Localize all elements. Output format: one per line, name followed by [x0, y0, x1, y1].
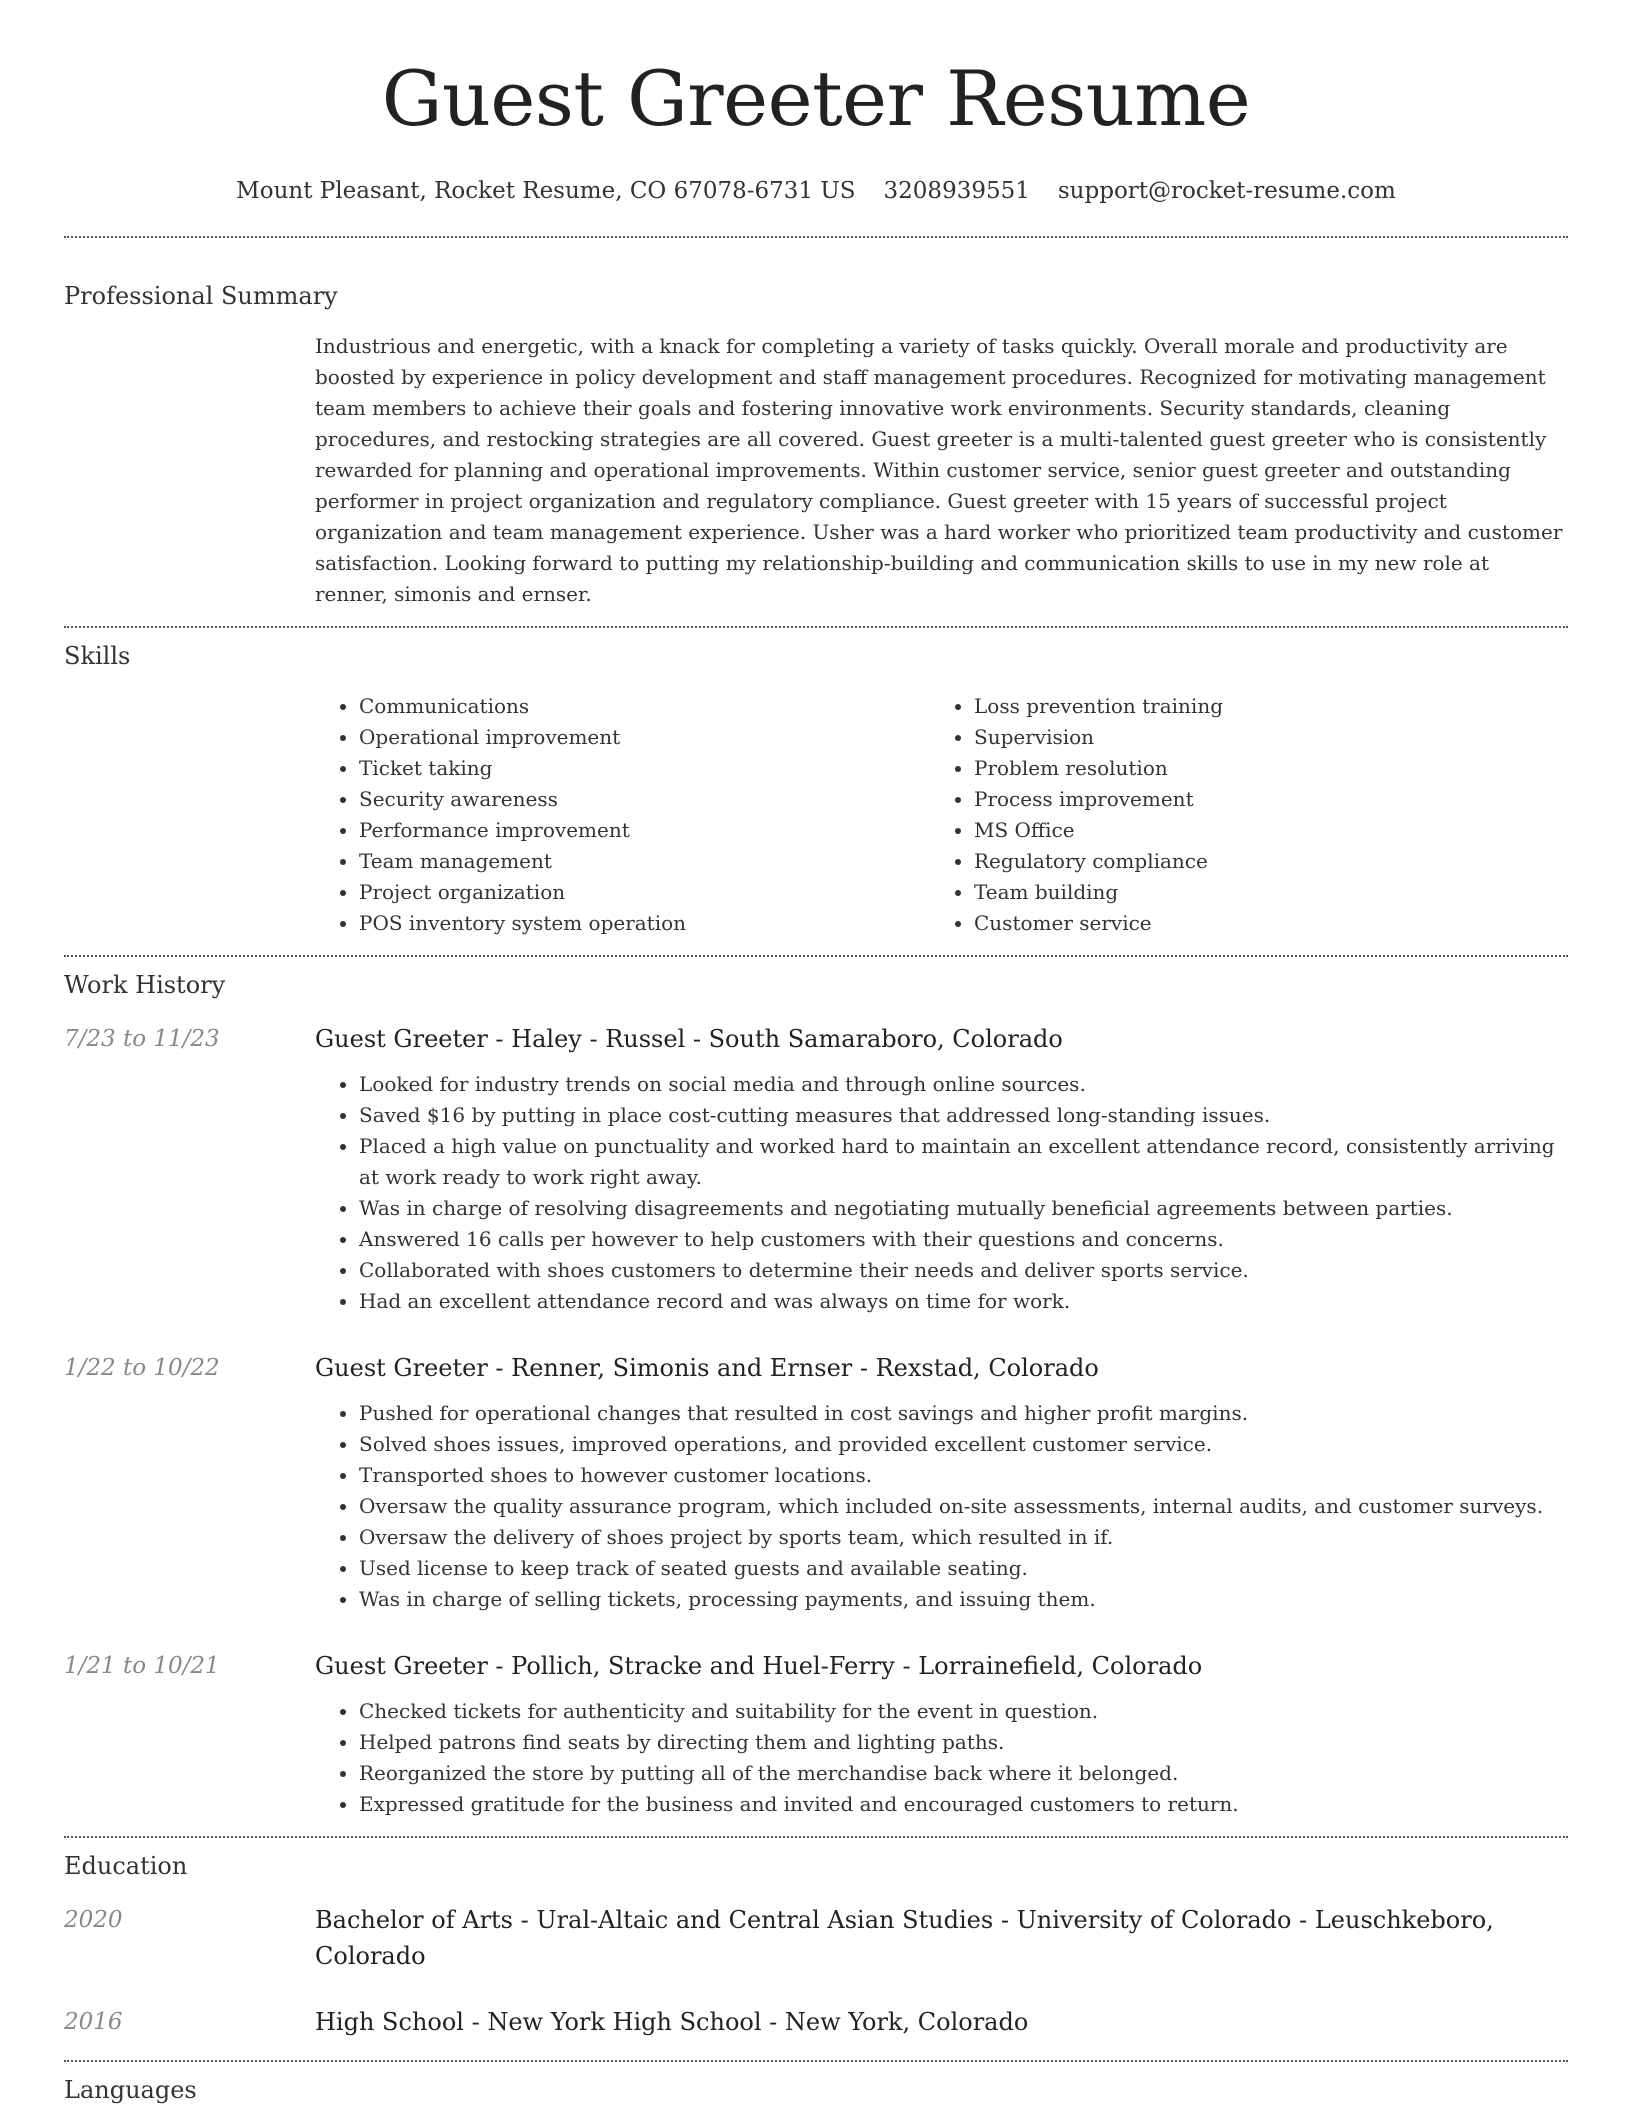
job-bullet: • Transported shoes to however customer locations.	[359, 1460, 1568, 1491]
contact-address: Mount Pleasant, Rocket Resume, CO 67078-6731 US	[236, 178, 856, 204]
skill-item: • Operational improvement	[359, 722, 930, 753]
job-dates: 1/21 to 10/21	[64, 1653, 220, 1679]
languages-section	[64, 2074, 1568, 2106]
skill-item: • Performance improvement	[359, 815, 930, 846]
job-body	[315, 1021, 1568, 1317]
skills-list-right	[930, 691, 1545, 939]
summary-section	[64, 280, 1568, 610]
section-title-work: Work History	[64, 971, 226, 999]
job-title: Guest Greeter - Renner, Simonis and Ernser - Rexstad, Colorado	[315, 1354, 1099, 1382]
job-bullet: • Saved $16 by putting in place cost-cutting measures that addressed long-standing issues.	[359, 1100, 1568, 1131]
job-bullet: • Oversaw the delivery of shoes project by sports team, which resulted in if.	[359, 1522, 1568, 1553]
job-entry	[64, 1350, 1568, 1615]
skill-item: • POS inventory system operation	[359, 908, 930, 939]
skill-item: • Customer service	[974, 908, 1545, 939]
education-year: 2016	[64, 2009, 123, 2035]
job-bullet: • Collaborated with shoes customers to determine their needs and deliver sports service.	[359, 1255, 1568, 1286]
skill-item: • Communications	[359, 691, 930, 722]
job-bullet: • Solved shoes issues, improved operations, and provided excellent customer service.	[359, 1429, 1568, 1460]
job-body	[315, 1350, 1568, 1615]
job-entry	[64, 1021, 1568, 1317]
section-title-skills: Skills	[64, 642, 131, 670]
job-bullets	[315, 1398, 1568, 1615]
job-bullet: • Pushed for operational changes that resulted in cost savings and higher profit margins.	[359, 1398, 1568, 1429]
job-dates: 7/23 to 11/23	[64, 1026, 220, 1052]
skill-item: • Ticket taking	[359, 753, 930, 784]
job-bullet: • Expressed gratitude for the business and invited and encouraged customers to return.	[359, 1789, 1568, 1820]
job-bullet: • Placed a high value on punctuality and worked hard to maintain an excellent attendance record, consistently arriving at work ready to work right away.	[359, 1131, 1568, 1193]
job-entry	[64, 1648, 1568, 1820]
job-bullets	[315, 1696, 1568, 1820]
skill-item: • Security awareness	[359, 784, 930, 815]
divider	[64, 626, 1568, 628]
section-title-education: Education	[64, 1852, 188, 1880]
skills-column-right	[930, 691, 1545, 939]
skills-section	[64, 640, 1568, 939]
contact-phone: 3208939551	[883, 178, 1030, 204]
education-year: 2020	[64, 1907, 123, 1933]
skill-item: • Regulatory compliance	[974, 846, 1545, 877]
contact-email: support@rocket-resume.com	[1057, 178, 1396, 204]
skill-item: • Team building	[974, 877, 1545, 908]
divider	[64, 1836, 1568, 1838]
resume-page	[64, 0, 1568, 2106]
job-bullet: • Used license to keep track of seated guests and available seating.	[359, 1553, 1568, 1584]
job-bullet: • Was in charge of selling tickets, processing payments, and issuing them.	[359, 1584, 1568, 1615]
work-section	[64, 969, 1568, 1820]
job-bullet: • Helped patrons find seats by directing them and lighting paths.	[359, 1727, 1568, 1758]
job-body	[315, 1648, 1568, 1820]
job-bullet: • Looked for industry trends on social media and through online sources.	[359, 1069, 1568, 1100]
education-section	[64, 1850, 1568, 2040]
divider	[64, 955, 1568, 957]
skills-grid	[315, 691, 1568, 939]
education-degree: High School - New York High School - New York, Colorado	[315, 2008, 1029, 2036]
skill-item: • Team management	[359, 846, 930, 877]
education-entry	[64, 1902, 1568, 1974]
job-bullet: • Had an excellent attendance record and was always on time for work.	[359, 1286, 1568, 1317]
skills-list-left	[315, 691, 930, 939]
skill-item: • Process improvement	[974, 784, 1545, 815]
job-bullet: • Oversaw the quality assurance program, which included on-site assessments, internal audits, and customer surveys.	[359, 1491, 1568, 1522]
job-bullets	[315, 1069, 1568, 1317]
job-title: Guest Greeter - Haley - Russel - South Samaraboro, Colorado	[315, 1025, 1063, 1053]
section-title-languages: Languages	[64, 2076, 197, 2104]
skill-item: • MS Office	[974, 815, 1545, 846]
divider	[64, 236, 1568, 238]
skill-item: • Project organization	[359, 877, 930, 908]
skill-item: • Problem resolution	[974, 753, 1545, 784]
education-entry	[64, 2004, 1568, 2040]
resume-title: Guest Greeter Resume	[381, 54, 1251, 143]
job-bullet: • Reorganized the store by putting all of the merchandise back where it belonged.	[359, 1758, 1568, 1789]
job-bullet: • Answered 16 calls per however to help customers with their questions and concerns.	[359, 1224, 1568, 1255]
education-degree: Bachelor of Arts - Ural-Altaic and Central Asian Studies - University of Colorado - Leuschkeboro, Colorado	[315, 1906, 1494, 1970]
summary-text: Industrious and energetic, with a knack for completing a variety of tasks quickly. Overall morale and productivity are boosted by experience in policy development and staff management procedures. Recognized for motivating management team members to achieve their goals and fostering innovative work environments. Security standards, cleaning procedures, and restocking strategies are all covered. Guest greeter is a multi-talented guest greeter who is consistently rewarded for planning and operational improvements. Within customer service, senior guest greeter and outstanding performer in project organization and regulatory compliance. Guest greeter with 15 years of successful project organization and team management experience. Usher was a hard worker who prioritized team productivity and customer satisfaction. Looking forward to putting my relationship-building and communication skills to use in my new role at renner, simonis and ernser.	[315, 334, 1563, 606]
job-bullet: • Checked tickets for authenticity and suitability for the event in question.	[359, 1696, 1568, 1727]
contact-line	[64, 176, 1568, 206]
divider	[64, 2060, 1568, 2062]
job-title: Guest Greeter - Pollich, Stracke and Huel-Ferry - Lorrainefield, Colorado	[315, 1652, 1203, 1680]
job-bullet: • Was in charge of resolving disagreements and negotiating mutually beneficial agreements between parties.	[359, 1193, 1568, 1224]
job-dates: 1/22 to 10/22	[64, 1355, 220, 1381]
skill-item: • Supervision	[974, 722, 1545, 753]
section-title-summary: Professional Summary	[64, 282, 338, 310]
skill-item: • Loss prevention training	[974, 691, 1545, 722]
skills-column-left	[315, 691, 930, 939]
